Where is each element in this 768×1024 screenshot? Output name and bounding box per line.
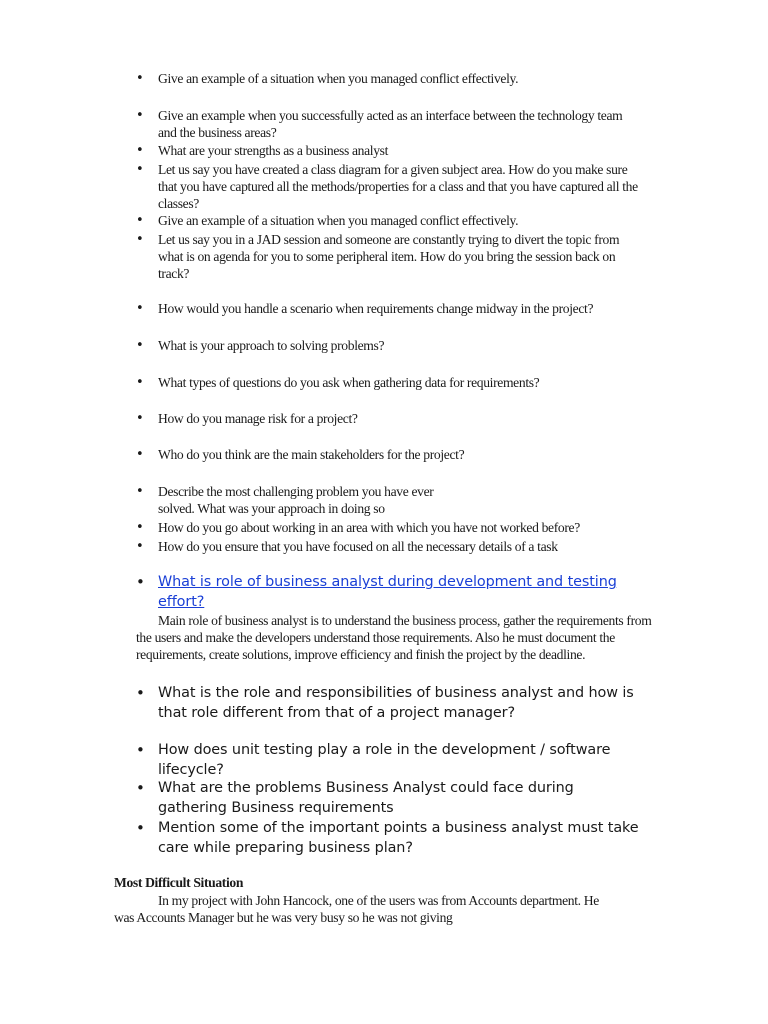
bullet-icon: •	[136, 684, 145, 702]
list-item: Give an example of a situation when you managed conflict effectively.	[158, 71, 519, 86]
list-item: What are the problems Business Analyst could face during gathering Business requirements	[158, 780, 574, 816]
section-paragraph: In my project with John Hancock, one of the users was from Accounts department. He was Accounts Manager but he was very busy so he was not giving	[114, 893, 599, 925]
answer-paragraph: Main role of business analyst is to understand the business process, gather the requirements from the users and make the developers understand those requirements. Also he must document the requirements, create solutions, improve efficiency and finish the project by the deadline.	[136, 613, 652, 662]
bullet-icon: •	[136, 741, 145, 759]
bullet-icon: •	[136, 539, 144, 554]
list-item: Let us say you in a JAD session and someone are constantly trying to divert the topic from what is on agenda for you to some peripheral item. How do you bring the session back on track?	[158, 232, 620, 281]
bullet-icon: •	[136, 232, 144, 247]
list-item: How do you manage risk for a project?	[158, 411, 358, 426]
list-item: Let us say you have created a class diagram for a given subject area. How do you make sure that you have captured all the methods/properties for a class and that you have captured all the classes?	[158, 162, 638, 211]
list-item: How would you handle a scenario when requirements change midway in the project?	[158, 301, 594, 316]
bullet-icon: •	[136, 143, 144, 158]
list-item: What are your strengths as a business analyst	[158, 143, 389, 158]
bullet-icon: •	[136, 520, 144, 535]
list-item: Give an example of a situation when you managed conflict effectively.	[158, 213, 519, 228]
list-item: Mention some of the important points a business analyst must take care while preparing business plan?	[158, 820, 639, 856]
bullet-icon: •	[136, 301, 144, 316]
bullet-icon: •	[136, 484, 144, 499]
question-link[interactable]: What is role of business analyst during development and testing effort?	[158, 574, 617, 610]
list-item: How does unit testing play a role in the development / software lifecycle?	[158, 742, 611, 778]
bullet-icon: •	[136, 779, 145, 797]
bullet-icon: •	[136, 108, 144, 123]
bullet-icon: •	[136, 71, 144, 86]
list-item: What is the role and responsibilities of business analyst and how is that role different from that of a project manager?	[158, 685, 634, 721]
section-heading: Most Difficult Situation	[114, 875, 244, 890]
list-item: How do you go about working in an area with which you have not worked before?	[158, 520, 580, 535]
bullet-icon: •	[136, 338, 144, 353]
bullet-icon: •	[136, 162, 144, 177]
bullet-icon: •	[136, 411, 144, 426]
list-item: What types of questions do you ask when gathering data for requirements?	[158, 375, 540, 390]
list-item: Give an example when you successfully acted as an interface between the technology team and the business areas?	[158, 108, 623, 140]
bullet-icon: •	[136, 213, 144, 228]
list-item: How do you ensure that you have focused on all the necessary details of a task	[158, 539, 558, 554]
list-item: Describe the most challenging problem you have ever solved. What was your approach in doing so	[158, 484, 434, 516]
bullet-icon: •	[136, 819, 145, 837]
list-item: Who do you think are the main stakeholders for the project?	[158, 447, 465, 462]
list-item: What is your approach to solving problems?	[158, 338, 385, 353]
bullet-icon: •	[136, 447, 144, 462]
bullet-icon: •	[136, 375, 144, 390]
bullet-icon: •	[136, 573, 145, 591]
